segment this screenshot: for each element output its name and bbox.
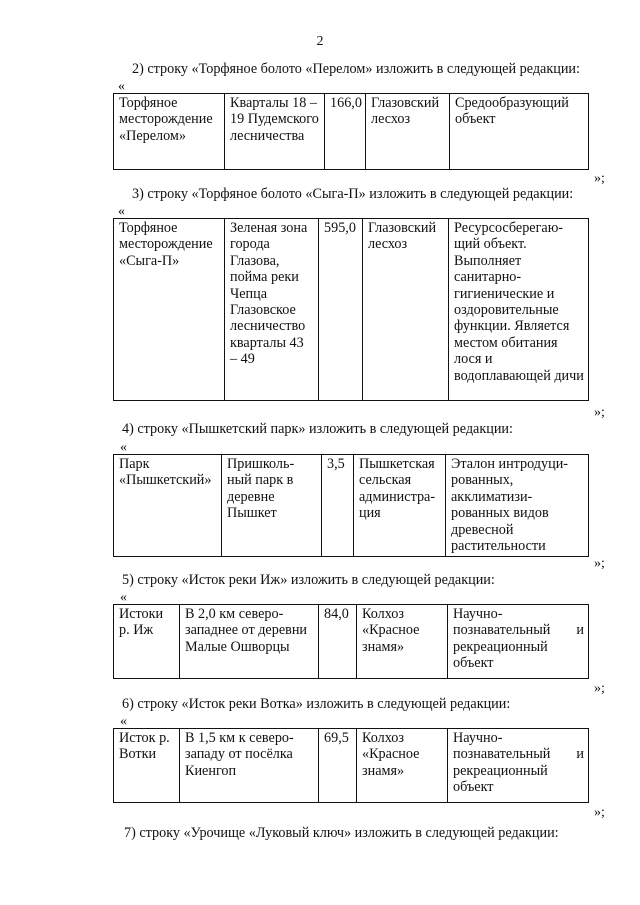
section-3-open-quote: «: [118, 204, 125, 219]
section-3-instruction: 3) строку «Торфяное болото «Сыга-П» изложить в следующей редакции:: [132, 186, 574, 202]
section-6-table: [113, 728, 589, 803]
cell-area: 69,5: [319, 729, 357, 803]
section-5-close-quote: »;: [594, 681, 605, 696]
cell-area: 166,0: [325, 94, 366, 170]
section-5-table: [113, 604, 589, 679]
cell-location: Зеленая зона города Глазова, пойма реки Чепца Глазовское лесничество кварталы 43 – 49: [225, 219, 319, 401]
cell-name: Истоки р. Иж: [114, 605, 180, 679]
cell-holder: Глазовский лесхоз: [363, 219, 449, 401]
cell-purpose: Научно-познавательный и рекреационный объект: [448, 605, 589, 679]
page-number: 2: [316, 34, 324, 49]
section-6-instruction: 6) строку «Исток реки Вотка» изложить в следующей редакции:: [122, 696, 511, 712]
cell-area: 3,5: [322, 455, 354, 557]
cell-name: Парк «Пышкетский»: [114, 455, 222, 557]
section-4-open-quote: «: [120, 440, 127, 455]
cell-location: В 2,0 км северо-западнее от деревни Малые Ошворцы: [180, 605, 319, 679]
cell-holder: Колхоз «Красное знамя»: [357, 605, 448, 679]
section-2-table: [113, 93, 589, 170]
section-5-open-quote: «: [120, 590, 127, 605]
section-2-close-quote: »;: [594, 171, 605, 186]
cell-name: Исток р. Вотки: [114, 729, 180, 803]
section-3-table: [113, 218, 589, 401]
section-4-instruction: 4) строку «Пышкетский парк» изложить в следующей редакции:: [122, 421, 513, 437]
section-6-close-quote: »;: [594, 805, 605, 820]
cell-holder: Колхоз «Красное знамя»: [357, 729, 448, 803]
cell-purpose: Ресурсосберегаю-щий объект. Выполняет санитарно-гигиенические и оздоровительные функции. Является местом обитания лося и водоплавающей дичи: [449, 219, 589, 401]
cell-name: Торфяное месторождение «Сыга-П»: [114, 219, 225, 401]
section-2-instruction: 2) строку «Торфяное болото «Перелом» изложить в следующей редакции:: [132, 61, 580, 77]
cell-name: Торфяное месторождение «Перелом»: [114, 94, 225, 170]
cell-area: 84,0: [319, 605, 357, 679]
section-4-close-quote: »;: [594, 556, 605, 571]
cell-location: В 1,5 км к северо-западу от посёлка Киенгоп: [180, 729, 319, 803]
table-row: [114, 729, 589, 803]
cell-purpose: Эталон интродуци-рованных, акклиматизи-рованных видов древесной растительности: [446, 455, 589, 557]
table-row: [114, 219, 589, 401]
section-4-table: [113, 454, 589, 557]
table-row: [114, 94, 589, 170]
section-3-close-quote: »;: [594, 405, 605, 420]
cell-holder: Глазовский лесхоз: [366, 94, 450, 170]
section-6-open-quote: «: [120, 714, 127, 729]
cell-location: Кварталы 18 – 19 Пудемского лесничества: [225, 94, 325, 170]
cell-area: 595,0: [319, 219, 363, 401]
section-5-instruction: 5) строку «Исток реки Иж» изложить в следующей редакции:: [122, 572, 495, 588]
cell-location: Пришколь-ный парк в деревне Пышкет: [222, 455, 322, 557]
cell-holder: Пышкетская сельская администра-ция: [354, 455, 446, 557]
table-row: [114, 455, 589, 557]
cell-purpose: Научно-познавательный и рекреационный объект: [448, 729, 589, 803]
section-2-open-quote: «: [118, 79, 125, 94]
table-row: [114, 605, 589, 679]
cell-purpose: Средообразующий объект: [450, 94, 589, 170]
section-7-instruction: 7) строку «Урочище «Луковый ключ» изложить в следующей редакции:: [124, 825, 559, 841]
